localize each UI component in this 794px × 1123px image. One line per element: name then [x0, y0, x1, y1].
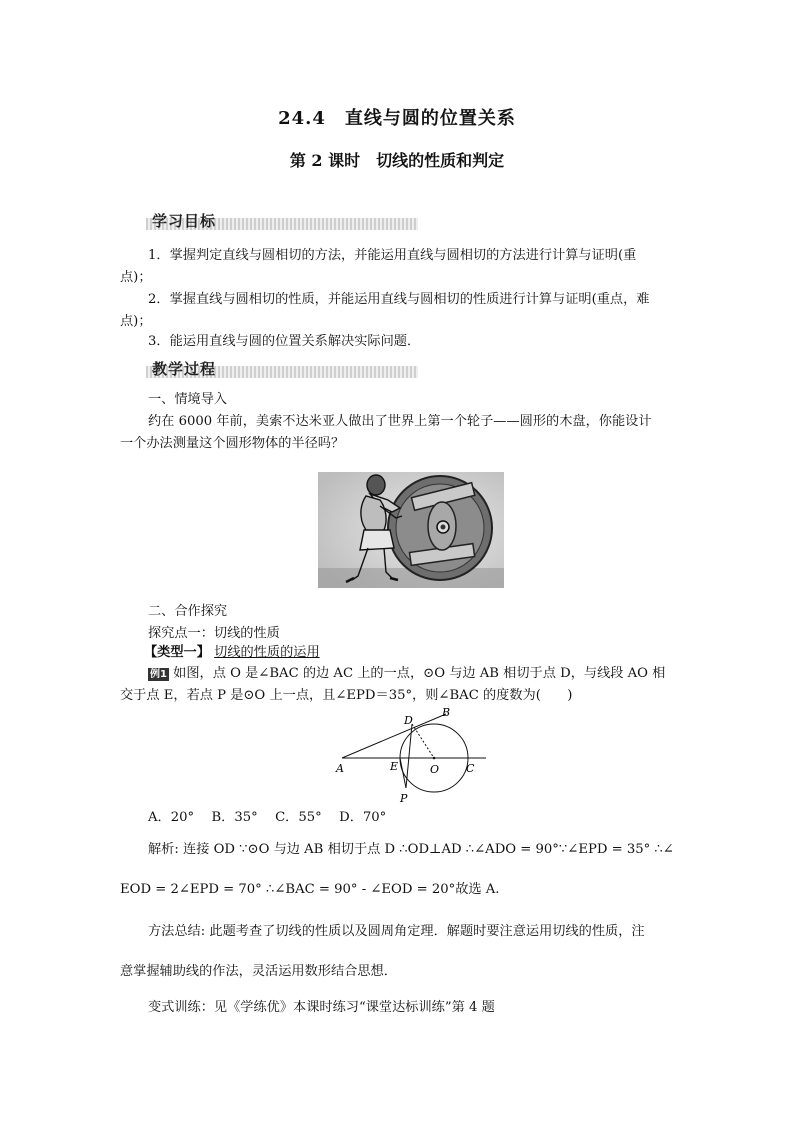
- label-p: P: [400, 792, 408, 805]
- wooden-wheel: [388, 476, 492, 580]
- label-a: A: [336, 762, 344, 775]
- center-point: [433, 757, 436, 760]
- example-line-2: 交于点 E，若点 P 是⊙O 上一点，且∠EPD＝35°，则∠BAC 的度数为( ): [120, 688, 573, 703]
- example-badge: 例1: [150, 669, 167, 680]
- goal-3: 3．能运用直线与圆的位置关系解决实际问题．: [148, 334, 421, 349]
- summary-line-2: 意掌握辅助线的作法，灵活运用数形结合思想．: [120, 964, 397, 979]
- example-line-1: [148, 662, 665, 681]
- wheel-illustration: [318, 472, 504, 588]
- label-b: B: [442, 706, 451, 719]
- intro-line-1: 约在 6000 年前，美索不达米亚人做出了世界上第一个轮子——圆形的木盘，你能设计: [148, 414, 652, 429]
- goal-1-line-1: 1．掌握判定直线与圆相切的方法，并能运用直线与圆相切的方法进行计算与证明(重: [148, 248, 637, 263]
- goal-2-line-2: 点)；: [120, 314, 152, 329]
- point1-heading: 探究点一：切线的性质: [148, 626, 280, 641]
- intro-line-2: 一个办法测量这个圆形物体的半径吗？: [120, 436, 345, 451]
- intro-heading: 一、情境导入: [148, 392, 228, 407]
- type-bracket: 【类型一】: [144, 645, 210, 660]
- label-e: E: [390, 760, 399, 773]
- goals-banner: [146, 210, 418, 232]
- process-banner-label: 教学过程: [152, 360, 217, 378]
- label-o: O: [430, 763, 440, 776]
- part2-heading: 二、合作探究: [148, 604, 228, 619]
- label-d: D: [404, 714, 413, 727]
- lesson-title: 24.4 直线与圆的位置关系: [278, 108, 516, 129]
- label-c: C: [466, 762, 475, 775]
- answer-options: A．20° B．35° C．55° D．70°: [148, 810, 387, 825]
- type-heading: [144, 641, 320, 660]
- solution-line-2: EOD = 2∠EPD = 70° ∴∠BAC = 90° - ∠EOD = 20°故选 A.: [120, 882, 500, 897]
- goals-banner-label: 学习目标: [152, 212, 217, 230]
- process-banner: [146, 358, 418, 380]
- goal-1-line-2: 点)；: [120, 270, 152, 285]
- line-ab: [342, 714, 446, 758]
- variant-training: 变式训练：见《学练优》本课时练习“课堂达标训练”第 4 题: [148, 1000, 495, 1015]
- solution-line-1: 解析: 连接 OD ∵⊙O 与边 AB 相切于点 D ∴OD⊥AD ∴∠ADO = 90°∵∠EPD = 35° ∴∠: [148, 842, 674, 857]
- summary-line-1: 方法总结: 此题考查了切线的性质以及圆周角定理．解题时要注意运用切线的性质，注: [148, 924, 645, 939]
- lesson-subtitle: 第 2 课时 切线的性质和判定: [289, 151, 505, 170]
- type-title: 切线的性质的运用: [214, 645, 320, 660]
- goal-2-line-1: 2．掌握直线与圆相切的性质，并能运用直线与圆相切的性质进行计算与证明(重点，难: [148, 292, 650, 307]
- example-text-1: 如图，点 O 是∠BAC 的边 AC 上的一点，⊙O 与边 AB 相切于点 D，与线段 AO 相: [173, 666, 666, 681]
- segment-ep: [400, 758, 406, 788]
- segment-dp: [406, 724, 412, 788]
